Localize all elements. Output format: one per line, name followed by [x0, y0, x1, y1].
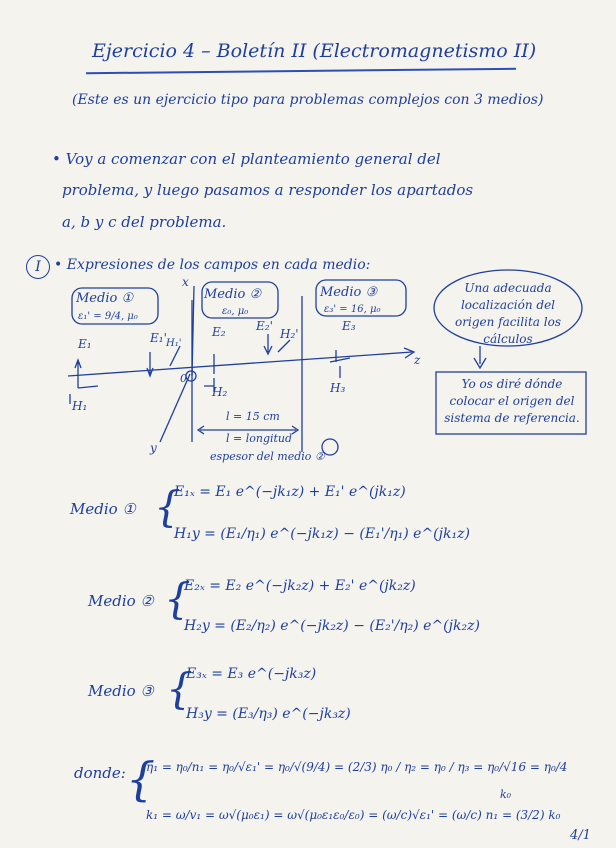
medio1-h-eq: H₁y = (E₁/η₁) e^(−jk₁z) − (E₁'/η₁) e^(jk₁z)	[174, 526, 470, 542]
E1-vector	[75, 360, 81, 388]
medio2-h-eq: H₂y = (E₂/η₂) e^(−jk₂z) − (E₂'/η₂) e^(jk₂z)	[184, 618, 480, 634]
medio3-e-eq: E₃ₓ = E₃ e^(−jk₃z)	[186, 666, 317, 682]
bubble-note: Una adecuada localización del origen facilita los cálculos	[455, 281, 561, 346]
intro-note: (Este es un ejercicio tipo para problemas complejos con 3 medios)	[72, 92, 544, 108]
E1p-label: E₁'	[150, 331, 167, 345]
medio1-brace: {	[154, 482, 181, 531]
length-note-2: espesor del medio ②	[210, 450, 325, 463]
H1-label: H₁	[72, 399, 88, 413]
length-label: l = 15 cm	[226, 410, 280, 423]
z-axis	[68, 352, 412, 376]
medio3-eq-label: Medio ③	[88, 682, 154, 700]
page-number: 4/1	[570, 828, 591, 843]
medio3-label: Medio ③	[320, 285, 378, 300]
H3-label: H₃	[330, 381, 346, 395]
origin-mark	[186, 371, 196, 381]
H2p-label: H₂'	[280, 327, 299, 341]
donde-brace: {	[126, 752, 156, 806]
medio2-e-eq: E₂ₓ = E₂ e^(−jk₂z) + E₂' e^(jk₂z)	[184, 578, 416, 594]
k-line: k₁ = ω/v₁ = ω√(μ₀ε₁) = ω√(μ₀ε₁ε₀/ε₀) = (ω/c)√ε₁' = (ω/c) n₁ = (3/2) k₀	[146, 808, 561, 822]
medio1-param: ε₁' = 9/4, μ₀	[78, 311, 138, 322]
donde-label: donde:	[74, 764, 126, 782]
E2p-vector	[264, 334, 272, 354]
step-number: I	[26, 255, 50, 279]
H1p-label: H₁'	[166, 338, 182, 349]
H2-label: H₂	[212, 385, 228, 399]
paragraph-line-3: a, b y c del problema.	[62, 213, 227, 231]
H1p-vector	[170, 346, 180, 366]
medio1-eq-label: Medio ①	[70, 500, 136, 518]
down-arrow-icon	[474, 346, 486, 368]
medio2-eq-label: Medio ②	[88, 592, 154, 610]
page-title: Ejercicio 4 – Boletín II (Electromagnetismo II)	[92, 40, 537, 62]
medio2-brace: {	[164, 574, 191, 623]
E2p-label: E₂'	[256, 319, 273, 333]
origin-label: 0	[180, 372, 187, 385]
medio1-label: Medio ①	[76, 291, 134, 306]
axis-y-label: y	[150, 441, 157, 455]
medio2-param: ε₀, μ₀	[222, 306, 249, 317]
step-heading: • Expresiones de los campos en cada medio:	[54, 257, 371, 273]
axis-x-label: x	[182, 275, 189, 289]
medio3-brace: {	[166, 664, 193, 713]
E1-label: E₁	[78, 337, 92, 351]
H2p-vector	[278, 340, 290, 352]
paragraph-line-2: problema, y luego pasamos a responder los apartados	[62, 181, 474, 199]
k0-label: k₀	[500, 788, 512, 801]
E1p-vector	[147, 352, 153, 376]
medio3-h-eq: H₃y = (E₃/η₃) e^(−jk₃z)	[186, 706, 351, 722]
medio3-param: ε₃' = 16, μ₀	[324, 304, 381, 315]
E2-label: E₂	[212, 325, 226, 339]
length-note-1: l = longitud	[226, 432, 293, 445]
E3-label: E₃	[342, 319, 356, 333]
eta-line: η₁ = η₀/n₁ = η₀/√ε₁' = η₀/√(9/4) = (2/3) η₀ / η₂ = η₀ / η₃ = η₀/√16 = η₀/4	[146, 760, 568, 774]
axis-z-label: z	[414, 353, 421, 367]
H1-vector	[78, 386, 98, 388]
paragraph-line-1: • Voy a comenzar con el planteamiento general del	[52, 150, 441, 168]
medio1-e-eq: E₁ₓ = E₁ e^(−jk₁z) + E₁' e^(jk₁z)	[174, 484, 406, 500]
box-note: Yo os diré dónde colocar el origen del sistema de referencia.	[444, 377, 580, 425]
medio2-label: Medio ②	[204, 287, 262, 302]
